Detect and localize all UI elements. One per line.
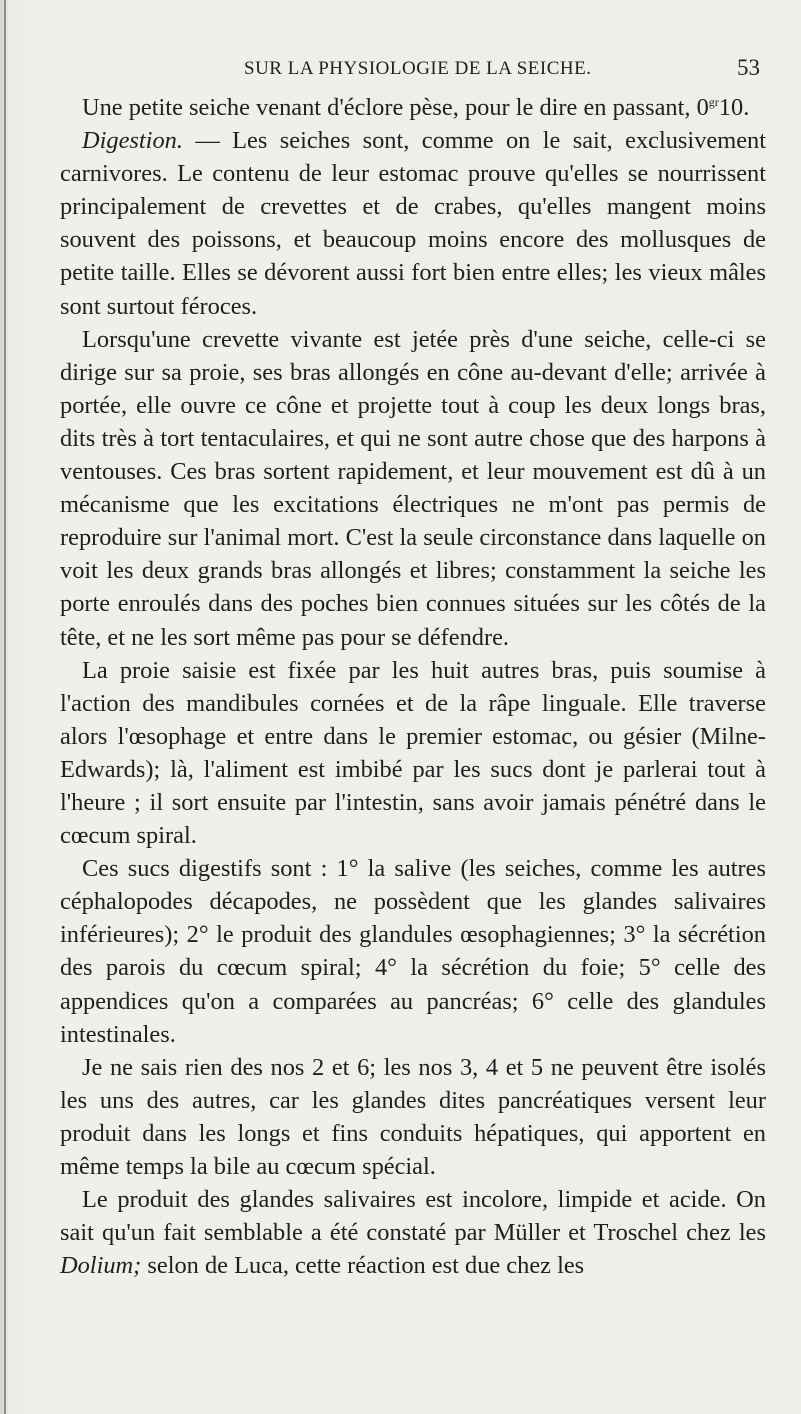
paragraph-tail: selon de Luca, cette réaction est due chez les bbox=[141, 1252, 585, 1280]
paragraph-text: Lorsqu'une crevette vivante est jetée près d'une seiche, celle-ci se dirige sur sa proie, ses bras allongés en cône au-devant d'elle; arrivée à portée, elle ouvre ce cône et projette tout à coup les deux longs bras, dits très à tort tentaculaires, et qui ne sont autre chose que des harpons à ventouses. Ces bras sortent rapidement, et leur mouvement est dû à un mécanisme que les excitations électriques ne m'ont pas permis de reproduire sur l'animal mort. C'est la seule circonstance dans laquelle on voit les deux grands bras allongés et libres; constamment la seiche les porte enroulés dans des poches bien connues situées sur les côtés de la tête, et ne les sort même pas pour se défendre. bbox=[60, 325, 766, 651]
paragraph-text: Je ne sais rien des nos 2 et 6; les nos 3, 4 et 5 ne peuvent être isolés les uns des autres, car les glandes dites pancréatiques versent leur produit dans les longs et fins conduits hépatiques, qui apportent en même temps la bile au cœcum spécial. bbox=[60, 1053, 766, 1180]
running-title: SUR LA PHYSIOLOGIE DE LA SEICHE. bbox=[244, 58, 592, 79]
paragraph-text: Ces sucs digestifs sont : 1° la salive (les seiches, comme les autres céphalopodes décapodes, ne possèdent que les glandes salivaires inférieures); 2° le produit des glandules œsophagiennes; 3° la sécrétion des parois du cœcum spiral; 4° la sécrétion du foie; 5° celle des appendices qu'on a comparées au pancréas; 6° celle des glandules intestinales. bbox=[60, 855, 766, 1048]
body-text bbox=[60, 91, 766, 1282]
paragraph-text: La proie saisie est fixée par les huit autres bras, puis soumise à l'action des mandibules cornées et de la râpe linguale. Elle traverse alors l'œsophage et entre dans le premier estomac, ou gésier (Milne-Edwards); là, l'aliment est imbibé par les sucs dont je parlerai tout à l'heure ; il sort ensuite par l'intestin, sans avoir jamais pénétré dans le cœcum spiral. bbox=[60, 656, 766, 850]
paragraph-1 bbox=[60, 91, 766, 124]
paragraph-3 bbox=[60, 323, 766, 654]
unit-superscript: gr bbox=[708, 94, 719, 109]
paragraph-text: — Les seiches sont, comme on le sait, exclusivement carnivores. Le contenu de leur estomac prouve qu'elles se nourrissent principalement de crevettes et de crabes, qu'elles mangent moins souvent des poissons, et beaucoup moins encore des mollusques de petite taille. Elles se dévorent aussi fort bien entre elles; les vieux mâles sont surtout féroces. bbox=[60, 127, 766, 320]
page-number: 53 bbox=[737, 55, 760, 80]
paragraph-2 bbox=[60, 124, 766, 323]
paragraph-7 bbox=[60, 1183, 766, 1282]
paragraph-text: Le produit des glandes salivaires est incolore, limpide et acide. On sait qu'un fait semblable a été constaté par Müller et Troschel chez les bbox=[60, 1186, 766, 1247]
italic-term: Dolium; bbox=[60, 1252, 142, 1280]
section-heading-digestion: Digestion. bbox=[82, 127, 183, 155]
paragraph-tail: 10. bbox=[718, 94, 750, 121]
page-header bbox=[0, 55, 801, 84]
paragraph-5 bbox=[60, 852, 766, 1051]
paragraph-4 bbox=[60, 654, 766, 853]
paragraph-text: Une petite seiche venant d'éclore pèse, pour le dire en passant, 0 bbox=[82, 94, 709, 121]
paragraph-6 bbox=[60, 1051, 766, 1183]
page-gutter-edge bbox=[4, 0, 6, 1414]
